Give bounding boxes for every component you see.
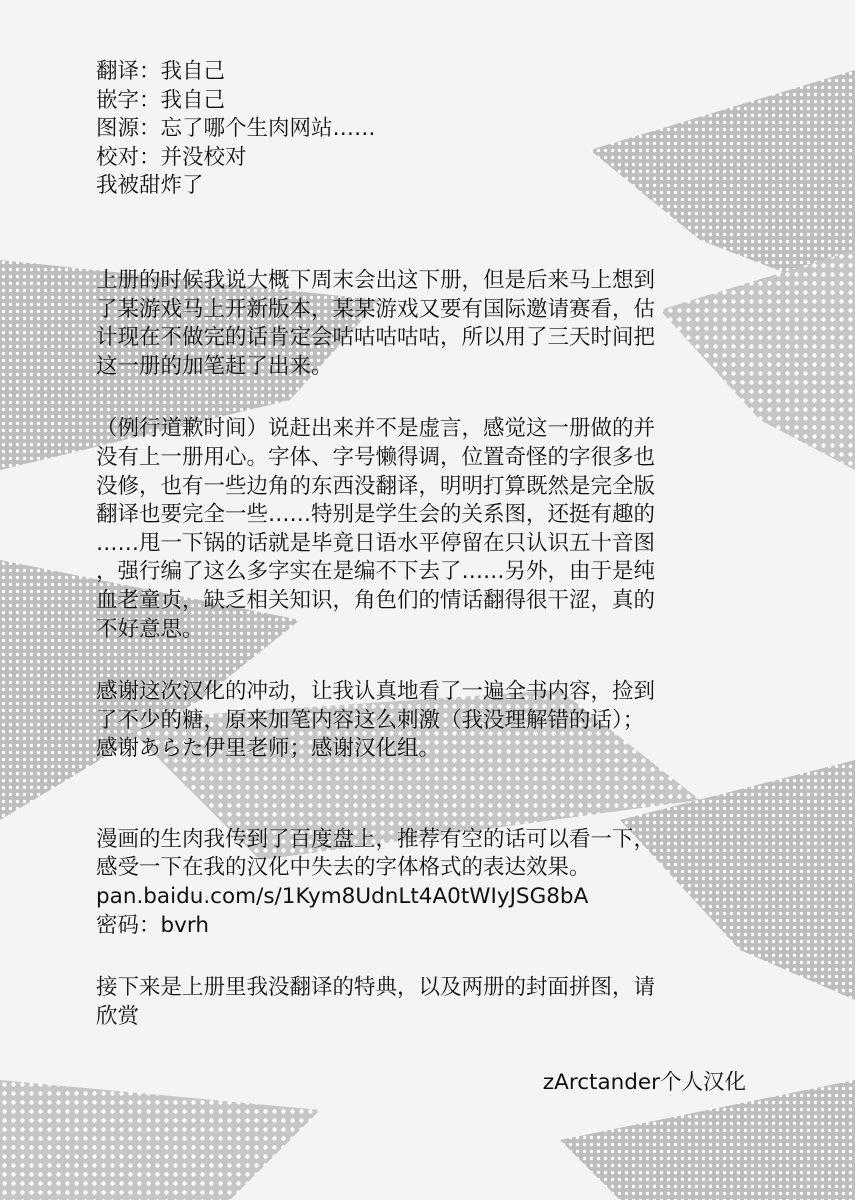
paragraph-thanks	[96, 678, 756, 764]
text-line: 感谢あらた伊里老师；感谢汉化组。	[96, 736, 441, 762]
paragraph-apology	[96, 415, 756, 644]
text-line: 感谢这次汉化的冲动，让我认真地看了一遍全书内容，捡到	[96, 679, 656, 705]
credits-block	[96, 58, 756, 201]
credit-comment: 我被甜炸了	[96, 173, 204, 199]
signature: zArctander个人汉化	[542, 1070, 746, 1096]
text-line: 接下来是上册里我没翻译的特典，以及两册的封面拼图，请	[96, 975, 656, 1001]
text-line: 上册的时候我说大概下周末会出这下册，但是后来马上想到	[96, 267, 656, 293]
text-line: 了某游戏马上开新版本，某某游戏又要有国际邀请赛看，估	[96, 296, 656, 322]
credit-translation: 翻译：我自己	[96, 59, 226, 84]
text-line: 不好意思。	[96, 616, 204, 642]
text-line: 欣赏	[96, 1003, 140, 1029]
credit-typesetting: 嵌字：我自己	[96, 87, 226, 113]
text-line: （例行道歉时间）说赶出来并不是虚言，感觉这一册做的并	[96, 416, 656, 442]
text-line: 没有上一册用心。字体、字号懒得调，位置奇怪的字很多也	[96, 444, 656, 470]
text-line: 计现在不做完的话肯定会咕咕咕咕咕，所以用了三天时间把	[96, 325, 656, 351]
text-line: ，强行编了这么多字实在是编不下去了……另外，由于是纯	[96, 559, 656, 585]
text-line: 这一册的加笔赶了出来。	[96, 353, 333, 379]
baidu-link[interactable]: pan.baidu.com/s/1Kym8UdnLt4A0tWIyJSG8bA	[96, 884, 589, 910]
text-line: 没修，也有一些边角的东西没翻译，明明打算既然是完全版	[96, 473, 656, 499]
credit-source: 图源：忘了哪个生肉网站……	[96, 116, 376, 142]
text-line: 血老童贞，缺乏相关知识，角色们的情话翻得很干涩，真的	[96, 587, 656, 613]
credit-proofreading: 校对：并没校对	[96, 144, 247, 170]
text-line: 感受一下在我的汉化中失去的字体格式的表达效果。	[96, 855, 591, 881]
text-line: 了不少的糖，原来加笔内容这么刺激（我没理解错的话）；	[96, 707, 645, 733]
text-line: 漫画的生肉我传到了百度盘上，推荐有空的话可以看一下，	[96, 826, 656, 852]
password-text: 密码：bvrh	[96, 912, 209, 938]
text-line: ……甩一下锅的话就是毕竟日语水平停留在只认识五十音图	[96, 530, 656, 556]
paragraph-extras	[96, 974, 756, 1031]
text-line: 翻译也要完全一些……特别是学生会的关系图，还挺有趣的	[96, 502, 656, 528]
afterword-content	[96, 58, 756, 1098]
paragraph-raw-link	[96, 826, 756, 940]
paragraph-release-note	[96, 267, 756, 381]
